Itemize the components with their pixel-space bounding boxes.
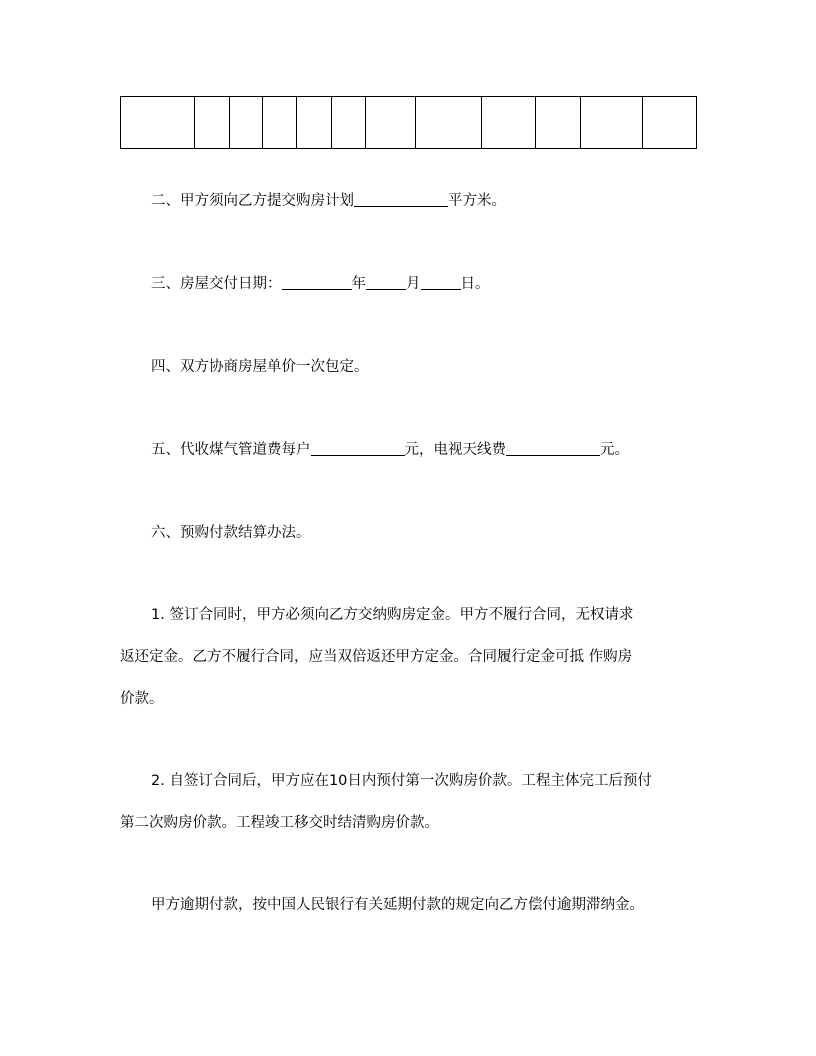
clause-2-line-2: 第二次购房价款。工程竣工移交时结清购房价款。 [120, 815, 439, 831]
table-row [121, 97, 697, 149]
table-cell [229, 97, 262, 149]
table-cell [297, 97, 331, 149]
item-4-text: 四、双方协商房屋单价一次包定。 [151, 359, 369, 375]
table-cell [262, 97, 296, 149]
item-6-settlement [151, 523, 311, 543]
item-3-delivery-date [151, 274, 490, 294]
clause-1-line-1: 1. 签订合同时，甲方必须向乙方交纳购房定金。甲方不履行合同，无权请求 [151, 607, 634, 623]
fill-blank[interactable] [354, 191, 448, 207]
day-blank[interactable] [421, 274, 461, 290]
table-cell [121, 97, 195, 149]
year-blank[interactable] [282, 274, 352, 290]
item-5-text: 五、代收煤气管道费每户 [151, 442, 311, 458]
table-cell [535, 97, 580, 149]
item-5-mid-text: 元，电视天线费 [404, 442, 506, 458]
table-cell [482, 97, 536, 149]
table-cell [580, 97, 642, 149]
empty-grid-table [120, 96, 697, 149]
item-4-unit-price [151, 357, 369, 377]
item-6-text: 六、预购付款结算办法。 [151, 525, 311, 541]
clause-2-line-1: 2. 自签订合同后，甲方应在10日内预付第一次购房价款。工程主体完工后预付 [151, 773, 652, 789]
year-label: 年 [351, 276, 366, 292]
table-cell [416, 97, 482, 149]
day-label: 日。 [460, 276, 490, 292]
item-5-fees [151, 440, 629, 460]
clause-1-line-3: 价款。 [120, 691, 164, 707]
table-cell [643, 97, 697, 149]
table-cell [195, 97, 229, 149]
table-cell [331, 97, 365, 149]
item-5-unit: 元。 [600, 442, 629, 458]
month-blank[interactable] [366, 274, 406, 290]
item-3-text: 三、房屋交付日期： [151, 276, 282, 292]
gas-fee-blank[interactable] [311, 440, 405, 456]
item-2-purchase-plan [151, 191, 506, 211]
overdue-payment-line: 甲方逾期付款，按中国人民银行有关延期付款的规定向乙方偿付逾期滞纳金。 [151, 897, 644, 913]
month-label: 月 [406, 276, 421, 292]
tv-fee-blank[interactable] [506, 440, 600, 456]
item-2-text: 二、甲方须向乙方提交购房计划 [151, 193, 354, 209]
table-cell [365, 97, 416, 149]
clause-1-line-2: 返还定金。乙方不履行合同，应当双倍返还甲方定金。合同履行定金可抵 作购房 [120, 649, 633, 665]
item-2-unit: 平方米。 [448, 193, 506, 209]
